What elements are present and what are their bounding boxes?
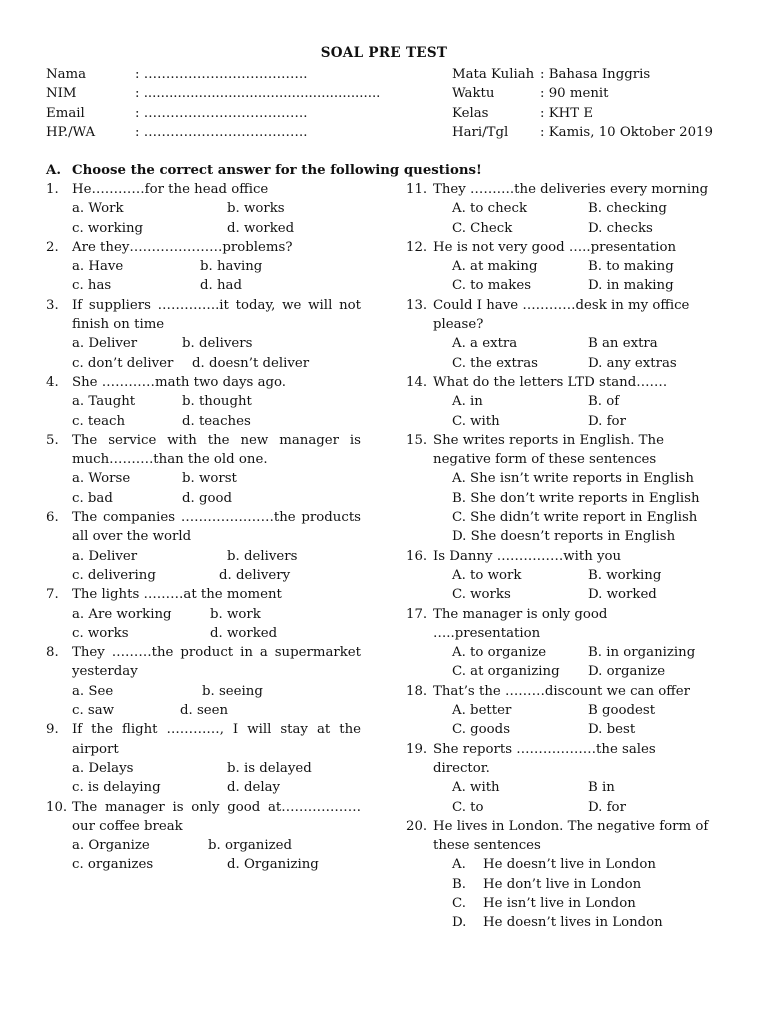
question-stem: The companies …………………the products all over the world xyxy=(72,510,361,545)
question-18 xyxy=(406,682,712,740)
question-number: 20. xyxy=(406,818,428,834)
option-d[interactable]: d. seen xyxy=(180,703,229,719)
question-stem: If suppliers …………..it today, we will not finish on time xyxy=(72,297,361,333)
question-5 xyxy=(46,431,361,508)
question-stem: If the flight …………, I will stay at the airport xyxy=(72,722,361,757)
option-c[interactable]: C. the extras xyxy=(452,355,538,371)
email-label: Email xyxy=(46,105,85,121)
option-c[interactable]: c. don’t deliver xyxy=(72,355,174,371)
option-c[interactable]: C. Check xyxy=(452,220,513,236)
option-text: He isn’t live in London xyxy=(483,895,636,911)
option-d[interactable]: D. in making xyxy=(588,278,674,294)
option-c[interactable]: c. working xyxy=(72,220,144,236)
option-b[interactable]: B. to making xyxy=(588,259,674,275)
question-number: 9. xyxy=(46,722,59,738)
question-stem: She …………math two days ago. xyxy=(72,374,287,390)
option-c[interactable]: c. teach xyxy=(72,413,126,429)
option-c[interactable]: C. at organizing xyxy=(452,664,560,680)
option-d[interactable]: d. worked xyxy=(227,220,295,236)
option-a[interactable]: a. Are working xyxy=(72,606,172,622)
question-stem: He lives in London. The negative form of these sentences xyxy=(433,818,709,854)
question-number: 13. xyxy=(406,297,428,313)
option-b[interactable]: b. delivers xyxy=(182,336,253,352)
course-label: Mata Kuliah xyxy=(452,67,535,82)
option-text: He doesn’t live in London xyxy=(483,857,656,873)
option-b[interactable]: b. is delayed xyxy=(227,760,312,776)
option-a[interactable]: A. with xyxy=(452,780,500,796)
course-info xyxy=(452,65,713,142)
option-letter: D. xyxy=(452,915,467,931)
date-value: : Kamis, 10 Oktober 2019 xyxy=(540,124,713,140)
option-c[interactable]: C. goods xyxy=(452,722,511,738)
option-b[interactable]: B in xyxy=(588,780,615,796)
option-a[interactable]: a. Worse xyxy=(72,471,131,487)
option-a[interactable]: a. Taught xyxy=(72,394,136,410)
section-letter: A. xyxy=(46,163,61,178)
question-number: 15. xyxy=(406,432,428,448)
option-a[interactable]: A. She isn’t write reports in English xyxy=(452,471,694,487)
page-title: SOAL PRE TEST xyxy=(320,45,448,61)
question-number: 19. xyxy=(406,741,428,757)
option-a[interactable]: a. Deliver xyxy=(72,336,138,352)
question-12 xyxy=(406,238,712,296)
class-value: : KHT E xyxy=(540,105,594,121)
question-stem: He…………for the head office xyxy=(72,182,269,197)
option-d[interactable]: d. worked xyxy=(210,625,278,641)
question-stem: What do the letters LTD stand……. xyxy=(433,374,668,390)
option-b[interactable]: B an extra xyxy=(588,336,658,352)
question-11 xyxy=(406,180,712,238)
question-4 xyxy=(46,373,361,431)
question-stem: That’s the ………discount we can offer xyxy=(433,683,690,699)
question-7 xyxy=(46,585,361,643)
section-instruction: Choose the correct answer for the following questions! xyxy=(72,163,482,178)
question-2 xyxy=(46,238,361,296)
question-stem: The manager is only good …..presentation xyxy=(433,606,608,641)
phone-label: HP./WA xyxy=(46,124,96,140)
question-number: 10. xyxy=(46,799,68,815)
nim-field[interactable]: : ........................................................ xyxy=(135,86,381,102)
question-stem: She reports ………………the sales director. xyxy=(433,741,656,776)
course-value: : Bahasa Inggris xyxy=(540,67,651,82)
option-b[interactable]: b. seeing xyxy=(202,683,263,699)
option-a[interactable]: A. better xyxy=(452,703,512,719)
option-c[interactable]: C. to makes xyxy=(452,278,532,294)
option-b[interactable]: b. delivers xyxy=(227,548,298,564)
option-d[interactable]: d. teaches xyxy=(182,413,251,429)
option-c[interactable]: C. with xyxy=(452,413,500,429)
question-number: 1. xyxy=(46,182,59,197)
option-a[interactable]: a. Organize xyxy=(72,838,150,854)
option-d[interactable]: D. best xyxy=(588,722,636,738)
date-label: Hari/Tgl xyxy=(452,124,509,140)
email-field[interactable]: : ………………………………. xyxy=(135,105,308,121)
option-a[interactable]: a. Deliver xyxy=(72,548,138,564)
option-a[interactable]: A. a extra xyxy=(452,336,518,352)
student-info xyxy=(46,65,380,142)
option-d[interactable]: d. delay xyxy=(227,780,281,796)
option-d[interactable] xyxy=(452,913,712,932)
option-c[interactable]: c. delivering xyxy=(72,567,156,583)
duration-value: : 90 menit xyxy=(540,86,609,102)
phone-field[interactable]: : ………………………………. xyxy=(135,124,308,140)
option-b[interactable]: B. of xyxy=(588,394,620,410)
question-14 xyxy=(406,373,712,431)
option-d[interactable]: D. worked xyxy=(588,587,657,603)
question-19 xyxy=(406,740,712,817)
questions-column-left xyxy=(46,180,361,875)
option-b[interactable]: b. works xyxy=(227,201,285,217)
option-a[interactable]: A. to check xyxy=(452,201,528,217)
option-d[interactable]: D. She doesn’t reports in English xyxy=(452,529,676,545)
question-stem: Are they…………………problems? xyxy=(72,239,293,255)
question-15 xyxy=(406,431,712,547)
option-c[interactable]: C. works xyxy=(452,587,511,603)
option-c[interactable]: c. organizes xyxy=(72,857,154,873)
option-c[interactable]: c. is delaying xyxy=(72,780,161,796)
question-number: 5. xyxy=(46,432,59,448)
nim-label: NIM xyxy=(46,86,77,102)
option-d[interactable]: D. for xyxy=(588,413,626,429)
question-20 xyxy=(406,817,712,933)
option-c[interactable]: c. works xyxy=(72,625,129,641)
question-stem: He is not very good …..presentation xyxy=(433,239,677,255)
option-a[interactable] xyxy=(452,855,712,874)
option-d[interactable]: D. organize xyxy=(588,664,666,680)
question-6 xyxy=(46,508,361,585)
question-stem: They ………the product in a supermarket yesterday xyxy=(72,645,361,680)
questions-column-right xyxy=(406,180,712,933)
option-text: He doesn’t lives in London xyxy=(483,915,663,931)
option-c[interactable]: C. to xyxy=(452,799,484,815)
option-d[interactable]: D. for xyxy=(588,799,626,815)
option-letter: C. xyxy=(452,895,466,911)
phone-row xyxy=(46,123,380,142)
option-b[interactable]: b. work xyxy=(210,606,261,622)
option-letter: B. xyxy=(452,876,466,892)
option-a[interactable]: a. Delays xyxy=(72,760,134,776)
option-a[interactable]: A. to work xyxy=(452,567,522,583)
option-b[interactable]: b. thought xyxy=(182,394,252,410)
option-b[interactable]: B. working xyxy=(588,567,662,583)
course-row xyxy=(452,65,713,84)
class-label: Kelas xyxy=(452,105,489,121)
question-number: 17. xyxy=(406,606,428,622)
question-stem: Could I have …………desk in my office please? xyxy=(433,297,690,333)
option-d[interactable]: d. doesn’t deliver xyxy=(192,355,310,371)
question-number: 14. xyxy=(406,374,428,390)
option-c[interactable] xyxy=(452,894,712,913)
option-d[interactable]: D. any extras xyxy=(588,355,677,371)
option-d[interactable]: d. delivery xyxy=(219,567,291,583)
option-c[interactable]: C. She didn’t write report in English xyxy=(452,510,698,526)
question-stem: Is Danny ……………with you xyxy=(433,548,622,564)
option-a[interactable]: a. Work xyxy=(72,201,124,217)
option-d[interactable]: d. good xyxy=(182,490,232,506)
date-row xyxy=(452,123,713,142)
option-b[interactable] xyxy=(452,875,712,894)
section-heading xyxy=(46,161,482,180)
question-number: 12. xyxy=(406,239,428,255)
question-number: 11. xyxy=(406,182,428,197)
option-b[interactable]: b. organized xyxy=(208,838,292,854)
option-letter: A. xyxy=(452,857,466,873)
option-b[interactable]: b. having xyxy=(200,259,263,275)
class-row xyxy=(452,104,713,123)
question-9 xyxy=(46,720,361,797)
option-text: He don’t live in London xyxy=(483,876,642,892)
option-a[interactable]: A. to organize xyxy=(452,645,547,661)
question-3 xyxy=(46,296,361,373)
duration-label: Waktu xyxy=(452,86,495,102)
question-number: 18. xyxy=(406,683,428,699)
question-number: 16. xyxy=(406,548,428,564)
option-d[interactable]: d. had xyxy=(200,278,242,294)
option-d[interactable]: d. Organizing xyxy=(227,857,319,873)
question-number: 2. xyxy=(46,239,59,255)
option-a[interactable]: A. at making xyxy=(452,259,538,275)
question-stem: They ……….the deliveries every morning xyxy=(433,182,709,197)
option-a[interactable]: a. See xyxy=(72,683,114,699)
question-13 xyxy=(406,296,712,373)
option-a[interactable]: A. in xyxy=(452,394,483,410)
question-8 xyxy=(46,643,361,720)
option-b[interactable]: B. in organizing xyxy=(588,645,696,661)
name-label: Nama xyxy=(46,67,87,82)
question-16 xyxy=(406,547,712,605)
question-number: 8. xyxy=(46,645,59,661)
option-b[interactable]: B. checking xyxy=(588,201,667,217)
option-b[interactable]: B. She don’t write reports in English xyxy=(452,490,700,506)
question-number: 7. xyxy=(46,587,59,603)
email-row xyxy=(46,104,380,123)
question-stem: She writes reports in English. The negative form of these sentences xyxy=(433,432,664,468)
option-c[interactable]: c. saw xyxy=(72,703,115,719)
question-number: 4. xyxy=(46,374,59,390)
question-stem: The manager is only good at………………our coffee break xyxy=(72,799,361,834)
question-number: 3. xyxy=(46,297,59,313)
question-1 xyxy=(46,180,361,238)
question-stem: The service with the new manager is much……….than the old one. xyxy=(72,432,361,468)
option-a[interactable]: a. Have xyxy=(72,259,124,275)
option-b[interactable]: B goodest xyxy=(588,703,656,719)
question-number: 6. xyxy=(46,510,59,526)
option-c[interactable]: c. bad xyxy=(72,490,113,506)
option-c[interactable]: c. has xyxy=(72,278,112,294)
question-10 xyxy=(46,798,361,875)
name-row xyxy=(46,65,380,84)
nim-row xyxy=(46,84,380,103)
option-d[interactable]: D. checks xyxy=(588,220,653,236)
question-17 xyxy=(406,605,712,682)
name-field[interactable]: : ………………………………. xyxy=(135,67,308,82)
duration-row xyxy=(452,84,713,103)
question-stem: The lights ………at the moment xyxy=(72,587,282,603)
option-b[interactable]: b. worst xyxy=(182,471,237,487)
